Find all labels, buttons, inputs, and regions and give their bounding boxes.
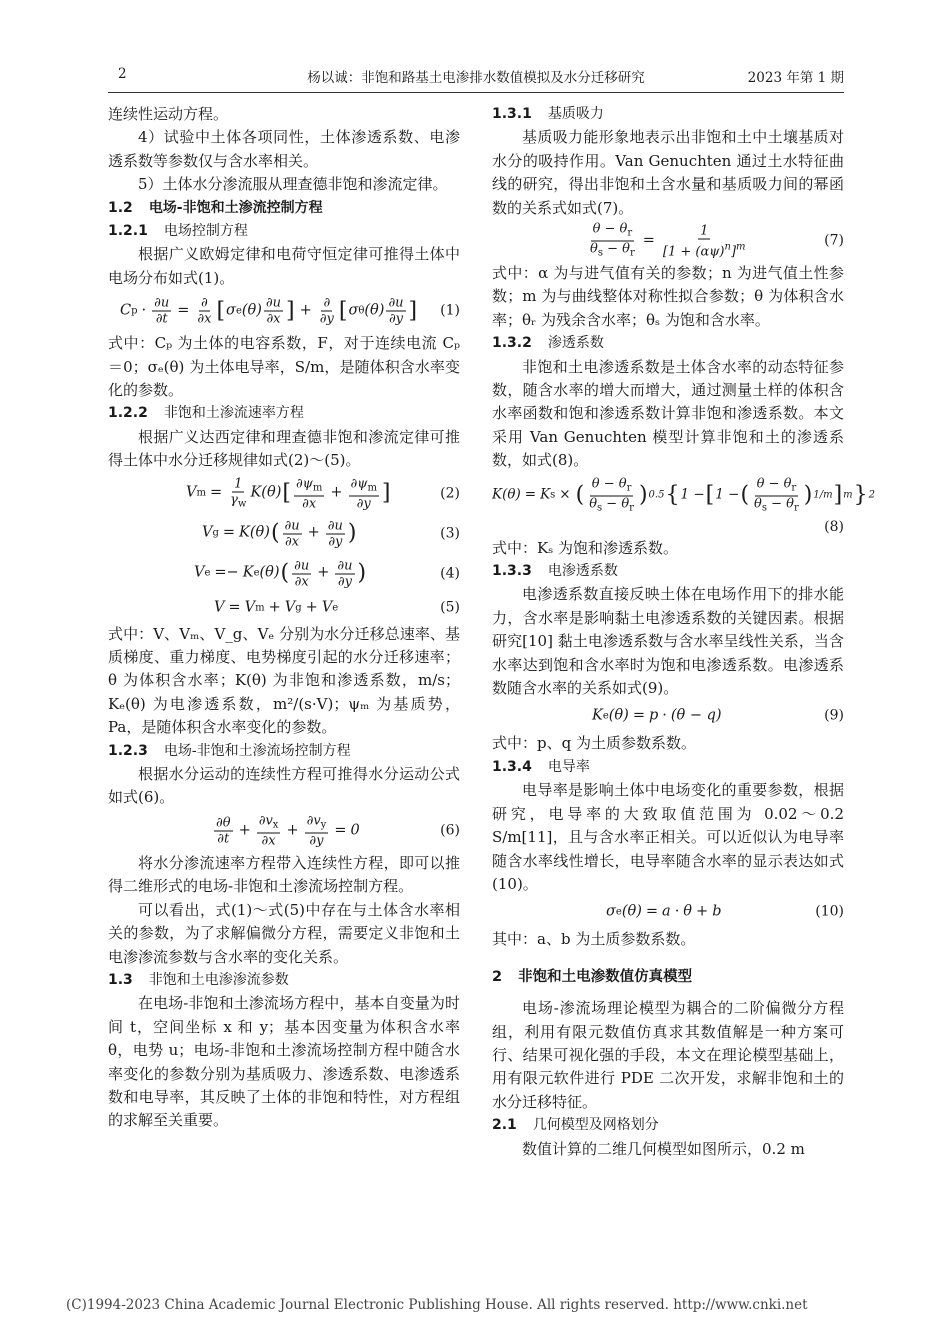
paragraph: 式中：Cₚ 为土体的电容系数，F，对于连续电流 Cₚ ＝0；σₑ(θ) 为土体电导率，S/m，是随体积含水率变化的参数。 xyxy=(108,334,460,400)
paragraph: 根据广义达西定律和理查德非饱和渗流定律可推得土体中水分迁移规律如式(2)～(5)。 xyxy=(108,427,460,470)
section-heading-1-2-3: 1.2.3 电场-非饱和土渗流场控制方程 xyxy=(108,742,351,759)
equation-10: σ e (θ) = a · θ + b (10) xyxy=(606,903,844,920)
equation-8: K(θ) = K s × ( $\theta - \theta_r$ $\theta_s - \theta_r$ ) 0.5 { 1 − [ 1 − ( $\theta - \theta_r$ $\theta_s - \theta_r$ ) 1/m ] m } 2 xyxy=(492,476,876,514)
equation-2: V m = $\frac{1}{\gamma_w}$ K(θ) [ $\partial\psi_m$ ∂x + $\frac{\partial\psi_m}{\partial y}$ ] (2) xyxy=(186,476,460,512)
paragraph: 基质吸力能形象地表示出非饱和土中土壤基质对水分的吸持作用。Van Genuchten 通过土水特征曲线的研究，得出非饱和土含水量和基质吸力间的幂函数的关系式如式(7)。 xyxy=(492,128,844,217)
paragraph: 电导率是影响土体中电场变化的重要参数，根据研究，电导率的大致取值范围为 0.02～0.2 S/m[11]，且与含水率正相关。可以近似认为电导率随含水率线性增长，电导率随含水率的显示表达如式(10)。 xyxy=(492,781,844,893)
section-heading-1-2: 1.2 电场-非饱和土渗流控制方程 xyxy=(108,199,323,216)
section-heading-2: 2 非饱和土电渗数值仿真模型 xyxy=(492,968,693,985)
header-rule xyxy=(108,92,844,93)
section-heading-1-2-1: 1.2.1 电场控制方程 xyxy=(108,223,248,240)
paragraph: 可以看出，式(1)～式(5)中存在与土体含水率相关的参数，为了求解偏微分方程，需要定义非饱和土电渗渗流参数与含水率的变化关系。 xyxy=(108,900,460,966)
right-column xyxy=(492,103,876,1161)
journal-issue: 2023 年第 1 期 xyxy=(747,70,844,86)
equation-9: K e (θ) = p · (θ − q) (9) xyxy=(592,707,844,724)
paragraph: 根据水分运动的连续性方程可推得水分运动公式如式(6)。 xyxy=(108,765,460,807)
paragraph: 其中：a、b 为土质参数系数。 xyxy=(492,930,696,949)
left-column xyxy=(108,103,460,1133)
paragraph: 式中：α 为与进气值有关的参数；n 为进气值土性参数；m 为与曲线整体对称性拟合参数；θ 为体积含水率；θᵣ 为残余含水率；θₛ 为饱和含水率。 xyxy=(492,264,844,329)
assumption-5: 5）土体水分渗流服从理查德非饱和渗流定律。 xyxy=(138,175,448,194)
paragraph: 数值计算的二维几何模型如图所示，0.2 m xyxy=(522,1139,805,1158)
paragraph: 式中：Kₛ 为饱和渗透系数。 xyxy=(492,538,679,557)
paragraph: 非饱和土电渗透系数是土体含水率的动态特征参数，随含水率的增大而增大，通过测量土样的体积含水率函数和饱和渗透系数计算非饱和渗透系数。本文采用 Van Genuchten 模型计算非饱和土的渗透系数，如式(8)。 xyxy=(492,357,844,470)
paragraph: 连续性运动方程。 xyxy=(108,105,229,123)
section-heading-1-2-2: 1.2.2 非饱和土渗流速率方程 xyxy=(108,405,304,422)
equation-3: V g = K(θ) ( ∂u ∂x + $\frac{\partial u}{\partial y}$ ) (3) xyxy=(202,518,460,550)
section-heading-1-3-4: 1.3.4 电导率 xyxy=(492,758,590,775)
equation-8-number: (8) xyxy=(824,518,844,535)
equation-7: $\frac{\theta - \theta_r}{\theta_s - \theta_r}$ = $\frac{1}{[1 + (\alpha\psi)^n]^m}$ (7) xyxy=(590,221,844,260)
section-heading-2-1: 2.1 几何模型及网格划分 xyxy=(492,1117,659,1134)
section-heading-1-3-1: 1.3.1 基质吸力 xyxy=(492,106,604,122)
paragraph: 根据广义欧姆定律和电荷守恒定律可推得土体中电场分布如式(1)。 xyxy=(108,245,460,287)
paragraph: 电渗透系数直接反映土体在电场作用下的排水能力，含水率是影响黏土电渗透系数的关键因素。根据研究[10] 黏土电渗透系数与含水率呈线性关系，当含水率达到饱和含水率时为饱和电渗透系数。电渗透系数随含水率的关系如式(9)。 xyxy=(492,585,844,698)
section-heading-1-3-3: 1.3.3 电渗透系数 xyxy=(492,563,618,580)
section-heading-1-3: 1.3 非饱和土电渗渗流参数 xyxy=(108,971,289,988)
equation-6: ∂θ ∂t + $\frac{\partial v_x}{\partial x}$ + $\frac{\partial v_y}{\partial y}$ = 0 (6) xyxy=(216,813,460,849)
paragraph: 电场-渗流场理论模型为耦合的二阶偏微分方程组，利用有限元数值仿真求其数值解是一种方案可行、结果可视化强的手段，本文在理论模型基础上，用有限元软件进行 PDE 二次开发，求解非饱和土的水分迁移特征。 xyxy=(492,999,844,1111)
paragraph: 式中：V、Vₘ、V_g、Vₑ 分别为水分迁移总速率、基质梯度、重力梯度、电势梯度引起的水分迁移速率；θ 为体积含水率；K(θ) 为非饱和渗透系数，m/s；Kₑ(θ) 为电渗透系数，m²/(s·V)；ψₘ 为基质势，Pa，是随体积含水率变化的参数。 xyxy=(108,624,460,737)
copyright-footer: (C)1994-2023 China Academic Journal Electronic Publishing House. All rights reserved. http://www.cnki.net xyxy=(66,1297,808,1313)
assumption-4: 4）试验中土体各项同性，土体渗透系数、电渗透系数等参数仅与含水率相关。 xyxy=(108,128,460,170)
paragraph: 将水分渗流速率方程带入连续性方程，即可以推得二维形式的电场-非饱和土渗流场控制方程。 xyxy=(108,853,460,896)
equation-5: V = V m + V g + V e (5) xyxy=(214,598,460,615)
page-header xyxy=(108,66,844,88)
running-title: 杨以诚：非饱和路基土电渗排水数值模拟及水分迁移研究 xyxy=(307,70,645,86)
equation-1: C p · $\frac{\partial u}{\partial t}$ = ∂ ∂x [ σ e (θ) ∂u ∂x ] + ∂ ∂y [ σ θ (θ) ∂u ∂y ] (1) xyxy=(120,295,460,327)
section-heading-1-3-2: 1.3.2 渗透系数 xyxy=(492,335,604,352)
paragraph: 在电场-非饱和土渗流场方程中，基本自变量为时间 t，空间坐标 x 和 y；基本因变量为体积含水率 θ，电势 u；电场-非饱和土渗流场控制方程中随含水率变化的参数分别为基质吸力、渗透系数、电渗透系数和电导率，其反映了土体的非饱和特性，对方程组的求解至关重要。 xyxy=(108,994,460,1130)
paragraph: 式中：p、q 为土质参数系数。 xyxy=(492,734,696,753)
equation-4: V e =− K e (θ) ( ∂u ∂x + $\frac{\partial u}{\partial y}$ ) (4) xyxy=(194,558,460,590)
page-number: 2 xyxy=(118,66,127,82)
